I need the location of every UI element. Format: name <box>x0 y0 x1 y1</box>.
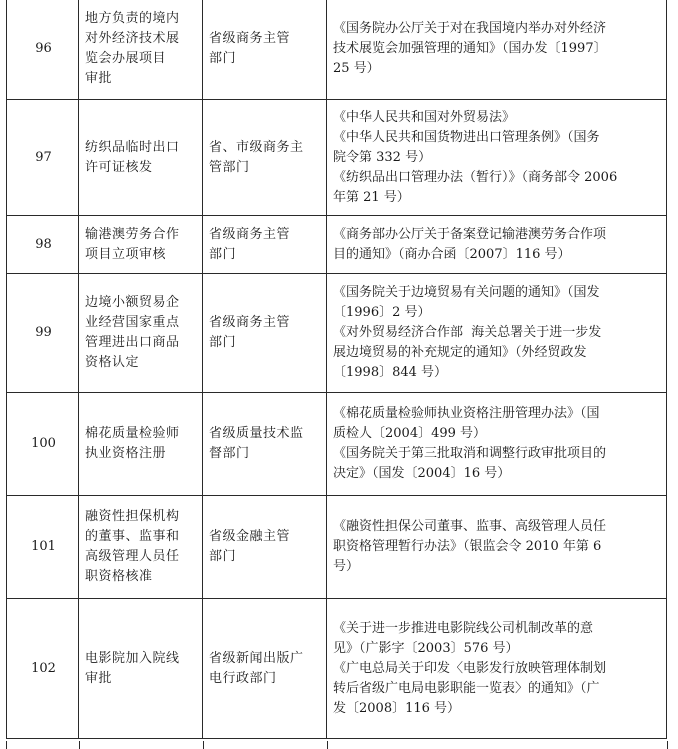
row-number: 98 <box>7 216 79 274</box>
table-row <box>7 496 667 599</box>
implementing-department: 省、市级商务主 管部门 <box>203 100 327 216</box>
item-name: 边境小额贸易企 业经营国家重点 管理进出口商品 资格认定 <box>79 274 203 393</box>
table-row <box>7 216 667 274</box>
table-row <box>7 274 667 393</box>
column-divider <box>79 741 80 749</box>
column-divider <box>327 741 328 749</box>
table-row <box>7 100 667 216</box>
approval-items-table <box>6 0 667 739</box>
legal-basis: 《商务部办公厅关于备案登记输港澳劳务合作项 目的通知》（商办合函〔2007〕116 号） <box>327 216 667 274</box>
table-row <box>7 599 667 739</box>
implementing-department: 省级金融主管 部门 <box>203 496 327 599</box>
table-row <box>7 0 667 100</box>
row-number: 101 <box>7 496 79 599</box>
implementing-department: 省级商务主管 部门 <box>203 274 327 393</box>
item-name: 纺织品临时出口 许可证核发 <box>79 100 203 216</box>
next-row-stub <box>6 741 668 749</box>
row-number: 97 <box>7 100 79 216</box>
item-name: 输港澳劳务合作 项目立项审核 <box>79 216 203 274</box>
legal-basis: 《国务院关于边境贸易有关问题的通知》（国发 〔1996〕2 号） 《对外贸易经济合作部 海关总署关于进一步发 展边境贸易的补充规定的通知》（外经贸政发 〔1998〕844 号） <box>327 274 667 393</box>
row-number: 99 <box>7 274 79 393</box>
row-number: 102 <box>7 599 79 739</box>
implementing-department: 省级商务主管 部门 <box>203 216 327 274</box>
legal-basis: 《中华人民共和国对外贸易法》 《中华人民共和国货物进出口管理条例》（国务 院令第 332 号） 《纺织品出口管理办法（暂行）》（商务部令 2006 年第 21 号） <box>327 100 667 216</box>
item-name: 棉花质量检验师 执业资格注册 <box>79 393 203 496</box>
implementing-department: 省级质量技术监 督部门 <box>203 393 327 496</box>
item-name: 地方负责的境内 对外经济技术展 览会办展项目 审批 <box>79 0 203 100</box>
implementing-department: 省级商务主管 部门 <box>203 0 327 100</box>
column-divider <box>203 741 204 749</box>
legal-basis: 《融资性担保公司董事、监事、高级管理人员任 职资格管理暂行办法》（银监会令 2010 年第 6 号） <box>327 496 667 599</box>
legal-basis: 《国务院办公厅关于对在我国境内举办对外经济 技术展览会加强管理的通知》（国办发〔1997〕 25 号） <box>327 0 667 100</box>
row-number: 100 <box>7 393 79 496</box>
item-name: 电影院加入院线 审批 <box>79 599 203 739</box>
implementing-department: 省级新闻出版广 电行政部门 <box>203 599 327 739</box>
table-row <box>7 393 667 496</box>
table-body <box>7 0 667 739</box>
row-number: 96 <box>7 0 79 100</box>
item-name: 融资性担保机构 的董事、监事和 高级管理人员任 职资格核准 <box>79 496 203 599</box>
legal-basis: 《关于进一步推进电影院线公司机制改革的意 见》（广影字〔2003〕576 号） 《广电总局关于印发〈电影发行放映管理体制划 转后省级广电局电影职能一览表〉的通知》（广 发〔2008〕116 号） <box>327 599 667 739</box>
legal-basis: 《棉花质量检验师执业资格注册管理办法》（国 质检人〔2004〕499 号） 《国务院关于第三批取消和调整行政审批项目的 决定》（国发〔2004〕16 号） <box>327 393 667 496</box>
